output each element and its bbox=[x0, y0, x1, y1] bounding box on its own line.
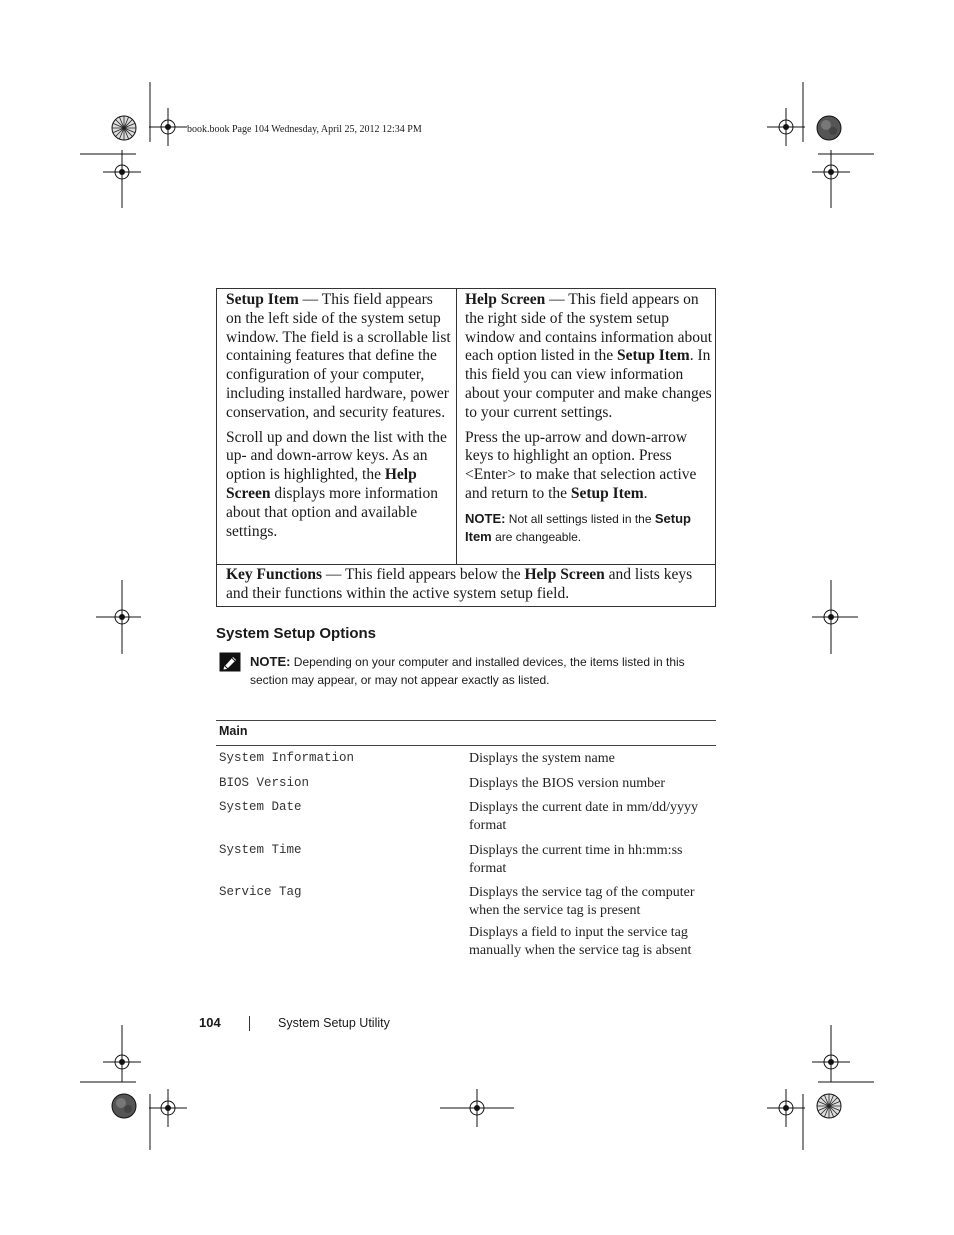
key-functions-text: — This field appears below the bbox=[322, 566, 525, 583]
section-title: System Setup Options bbox=[216, 625, 377, 642]
option-name: Service Tag bbox=[219, 885, 302, 899]
setup-item-text: — This field appears on the left side of the system setup window. The field is a scrollable list containing features that define the configuration of your computer, including installed hardware, power conservation, and security features. bbox=[226, 291, 451, 421]
option-name: System Information bbox=[219, 751, 355, 765]
note-pencil-icon bbox=[219, 652, 241, 672]
note-label: NOTE: bbox=[465, 510, 506, 526]
option-description: Displays the current time in hh:mm:ss format bbox=[469, 843, 683, 876]
help-screen-term: Help Screen bbox=[465, 291, 546, 308]
option-name: BIOS Version bbox=[219, 776, 310, 790]
help-screen-para2 bbox=[465, 429, 715, 504]
setup-item-cell bbox=[226, 291, 452, 547]
setup-item-para2-start: Scroll up and down the list with the up- and down-arrow keys. As an option is highlighted, the bbox=[226, 428, 447, 484]
option-name: System Date bbox=[219, 800, 302, 814]
note-block bbox=[250, 653, 720, 689]
note-text-end: are changeable. bbox=[491, 529, 582, 544]
print-header: book.book Page 104 Wednesday, April 25, 2012 12:34 PM bbox=[187, 124, 422, 135]
help-screen-para2-start: Press the up-arrow and down-arrow keys to highlight an option. Press <Enter> to make that selection active and return to the bbox=[465, 428, 697, 502]
help-screen-cell bbox=[465, 291, 715, 546]
chapter-title: System Setup Utility bbox=[278, 1016, 390, 1030]
setup-item-para2-bold: Help Screen bbox=[226, 466, 417, 502]
note-block-text: Depending on your computer and installed devices, the items listed in this section may appear, or may not appear exactly as listed. bbox=[250, 655, 685, 687]
option-description: Displays the BIOS version number bbox=[469, 776, 665, 791]
option-description: Displays the current date in mm/dd/yyyy format bbox=[469, 800, 699, 833]
option-description: Displays the system name bbox=[469, 751, 615, 766]
help-screen-para2-bold: Setup Item bbox=[570, 484, 644, 502]
column-divider bbox=[456, 289, 457, 564]
row-divider bbox=[217, 564, 715, 565]
footer-separator bbox=[249, 1016, 250, 1031]
note-text: Not all settings listed in the bbox=[505, 511, 655, 526]
key-functions-cell bbox=[226, 566, 710, 604]
option-description: Displays the service tag of the computer when the service tag is present bbox=[469, 885, 695, 918]
option-name: System Time bbox=[219, 843, 302, 857]
key-functions-bold: Help Screen bbox=[524, 566, 605, 583]
setup-item-para1 bbox=[226, 291, 452, 423]
table-heading: Main bbox=[219, 724, 248, 738]
note-block-label: NOTE: bbox=[250, 654, 291, 669]
key-functions-text-end: and lists keys and their functions within the active system setup field. bbox=[226, 566, 693, 602]
option-description: Displays a field to input the service tag manually when the service tag is absent bbox=[469, 925, 692, 958]
setup-item-para2-end: displays more information about that option and available settings. bbox=[226, 484, 438, 540]
note-bold: Setup Item bbox=[465, 510, 691, 544]
page-number: 104 bbox=[199, 1015, 221, 1030]
help-screen-text: — This field appears on the right side of the system setup window and contains information about each option listed in the bbox=[465, 291, 713, 365]
table-top-rule bbox=[216, 720, 716, 721]
help-screen-para1 bbox=[465, 291, 715, 423]
help-screen-para2-end: . bbox=[643, 484, 648, 502]
help-screen-note bbox=[465, 510, 715, 546]
table-header-rule bbox=[216, 745, 716, 746]
setup-item-term: Setup Item bbox=[226, 291, 299, 308]
key-functions-term: Key Functions bbox=[226, 566, 323, 583]
setup-screen-table bbox=[216, 288, 716, 607]
help-screen-bold: Setup Item bbox=[616, 347, 690, 365]
help-screen-text-end: . In this field you can view information about your computer and make changes to your current settings. bbox=[465, 347, 712, 421]
setup-item-para2 bbox=[226, 429, 452, 542]
